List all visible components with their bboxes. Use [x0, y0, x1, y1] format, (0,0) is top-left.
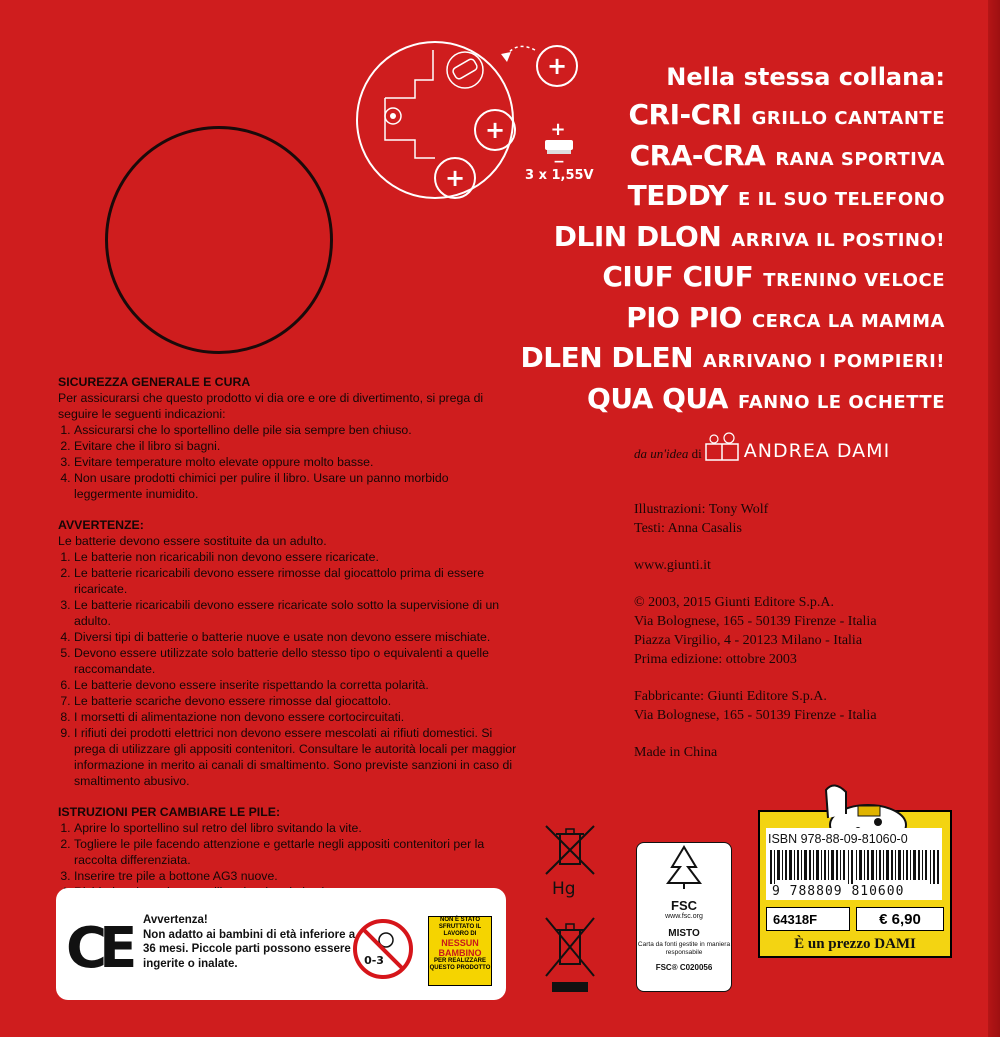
product-code: 64318F [766, 907, 850, 931]
prezzo-dami: È un prezzo DAMI [794, 936, 916, 952]
list-item: 9. I rifiuti dei prodotti elettrici non devono essere mescolati ai rifiuti domestici. Si prega di utilizzare gli appositi contenitori. Consultare le autorità locali per maggior informazione in merito ai canali di smaltimento. Sono previste sanzioni in caso di smaltimento abusivo. [74, 725, 518, 789]
warning-box [56, 888, 506, 1000]
label-big: NESSUN BAMBINO [438, 938, 482, 958]
series-item [521, 300, 946, 341]
manufacturer: Fabbricante: Giunti Editore S.p.A. [634, 689, 827, 704]
warning-body: Non adatto ai bambini di età inferiore a 36 mesi. Piccole parti possono essere ingerite o inalate. [143, 928, 356, 970]
svg-text:+: + [444, 164, 466, 192]
credits [634, 500, 877, 762]
list-item: 1. Le batterie non ricaricabili non devono essere ricaricate. [74, 549, 518, 565]
series-title: QUA QUA [587, 381, 728, 415]
fsc-name: FSC [671, 898, 697, 913]
list-item: 2. Le batterie ricaricabili devono essere rimosse dal giocattolo prima di essere ricaricate. [74, 565, 518, 597]
list-item: 7. Le batterie scariche devono essere rimosse dal giocattolo. [74, 693, 518, 709]
list-item: 3. Inserire tre pile a bottone AG3 nuove. [74, 868, 518, 884]
section-title: ISTRUZIONI PER CAMBIARE LE PILE: [58, 805, 281, 819]
brand-name: ANDREA DAMI [743, 440, 891, 462]
label-bottom: PER REALIZZARE QUESTO PRODOTTO [429, 958, 491, 971]
list-item: 1. Aprire lo sportellino sul retro del libro svitando la vite. [74, 820, 518, 836]
weee-bin-icon [540, 912, 600, 1000]
list-item: 6. Le batterie devono essere inserite rispettando la corretta polarità. [74, 677, 518, 693]
price-isbn-block [758, 770, 952, 998]
idea-credit [634, 432, 890, 462]
series-item [521, 178, 946, 219]
age-label: 0-3 [364, 954, 384, 967]
series-title: PIO PIO [626, 300, 742, 334]
list-item: 5. Devono essere utilizzate solo batterie dello stesso tipo o equivalenti a quelle raccomandate. [74, 645, 518, 677]
series-heading: Nella stessa collana: [666, 63, 945, 91]
mercury-label: Hg [552, 879, 576, 899]
idea-prefix: da un'idea [634, 446, 689, 461]
series-title: CRI-CRI [628, 98, 742, 131]
barcode [770, 850, 940, 884]
credit-illustrations: Illustrazioni: Tony Wolf [634, 502, 769, 517]
series-item [521, 97, 946, 138]
section-title: AVVERTENZE: [58, 518, 144, 532]
list-item: 1. Assicurarsi che lo sportellino delle pile sia sempre ben chiuso. [74, 422, 518, 438]
edition: Prima edizione: ottobre 2003 [634, 652, 797, 667]
dami-logo-icon [702, 432, 742, 462]
series-title: CRA-CRA [629, 138, 766, 172]
series-subtitle: RANA SPORTIVA [775, 148, 945, 170]
safety-section-warnings [58, 517, 518, 789]
warning-text [143, 913, 358, 971]
series-title: CIUF CIUF [602, 260, 754, 293]
battery-spec: 3 x 1,55V [525, 168, 594, 183]
series-subtitle: CERCA LA MAMMA [751, 310, 945, 332]
publisher-url: www.giunti.it [634, 558, 711, 573]
fsc-description: Carta da fonti gestite in maniera responsabile [637, 941, 731, 956]
svg-text:−: − [553, 154, 565, 170]
list-item: 8. I morsetti di alimentazione non devono essere cortocircuitati. [74, 709, 518, 725]
fsc-logo [636, 842, 732, 992]
svg-text:+: + [550, 119, 566, 140]
fsc-tree-icon [654, 843, 714, 891]
ce-mark: CE [66, 916, 130, 981]
series-item [521, 381, 946, 422]
series-subtitle: GRILLO CANTANTE [751, 108, 945, 129]
warning-title: Avvertenza! [143, 914, 208, 926]
series-subtitle: ARRIVA IL POSTINO! [731, 229, 945, 251]
safety-instructions [58, 374, 518, 915]
idea-di: di [691, 446, 702, 461]
fsc-misto: MISTO [668, 928, 700, 939]
series-title: TEDDY [627, 179, 729, 212]
series-title: DLEN DLEN [520, 341, 694, 374]
age-restriction-icon [352, 918, 414, 980]
list-item: 2. Togliere le pile facendo attenzione e gettarle negli appositi contenitori per la raccolta differenziata. [74, 836, 518, 868]
series-subtitle: TRENINO VELOCE [763, 270, 945, 291]
credit-texts: Testi: Anna Casalis [634, 521, 742, 536]
series-title: DLIN DLON [553, 219, 722, 253]
safety-section-general [58, 374, 518, 502]
series-item [521, 340, 946, 381]
series-item [521, 138, 946, 179]
series-subtitle: FANNO LE OCHETTE [737, 391, 945, 413]
weee-bin-icon [540, 822, 600, 880]
barcode-number: 9 788809 810600 [772, 884, 905, 899]
svg-text:+: + [484, 116, 506, 144]
speaker-hole [105, 126, 333, 354]
safety-section-battery-change [58, 804, 518, 900]
made-in: Made in China [634, 745, 718, 760]
section-title: SICUREZZA GENERALE E CURA [58, 375, 251, 389]
section-intro: Le batterie devono essere sostituite da un adulto. [58, 534, 327, 548]
label-top: NON È STATO SFRUTTATO IL LAVORO DI [438, 917, 482, 937]
copyright: © 2003, 2015 Giunti Editore S.p.A. [634, 595, 835, 610]
address-2: Piazza Virgilio, 4 - 20123 Milano - Italia [634, 633, 863, 648]
series-subtitle: E IL SUO TELEFONO [738, 189, 945, 210]
list-item: 4. Non usare prodotti chimici per pulire il libro. Usare un panno morbido leggermente inumidito. [74, 470, 518, 502]
fsc-code: FSC® C020056 [655, 963, 713, 972]
list-item: 4. Diversi tipi di batterie o batterie nuove e usate non devono essere mischiate. [74, 629, 518, 645]
manufacturer-address: Via Bolognese, 165 - 50139 Firenze - Italia [634, 708, 877, 723]
child-labor-label [428, 916, 492, 986]
svg-text:+: + [546, 52, 568, 80]
series-item [521, 259, 946, 300]
list-item: 2. Evitare che il libro si bagni. [74, 438, 518, 454]
fsc-url: www.fsc.org [665, 913, 703, 920]
address-1: Via Bolognese, 165 - 50139 Firenze - Italia [634, 614, 877, 629]
list-item: 3. Le batterie ricaricabili devono essere ricaricate solo sotto la supervisione di un adulto. [74, 597, 518, 629]
series-list [521, 63, 946, 421]
isbn-number: ISBN 978-88-09-81060-0 [768, 832, 908, 846]
series-subtitle: ARRIVANO I POMPIERI! [703, 351, 945, 372]
section-intro: Per assicurarsi che questo prodotto vi dia ore e ore di divertimento, si prega di seguire le seguenti indicazioni: [58, 391, 484, 421]
list-item: 3. Evitare temperature molto elevate oppure molto basse. [74, 454, 518, 470]
price: € 6,90 [856, 907, 944, 931]
series-item [521, 219, 946, 260]
